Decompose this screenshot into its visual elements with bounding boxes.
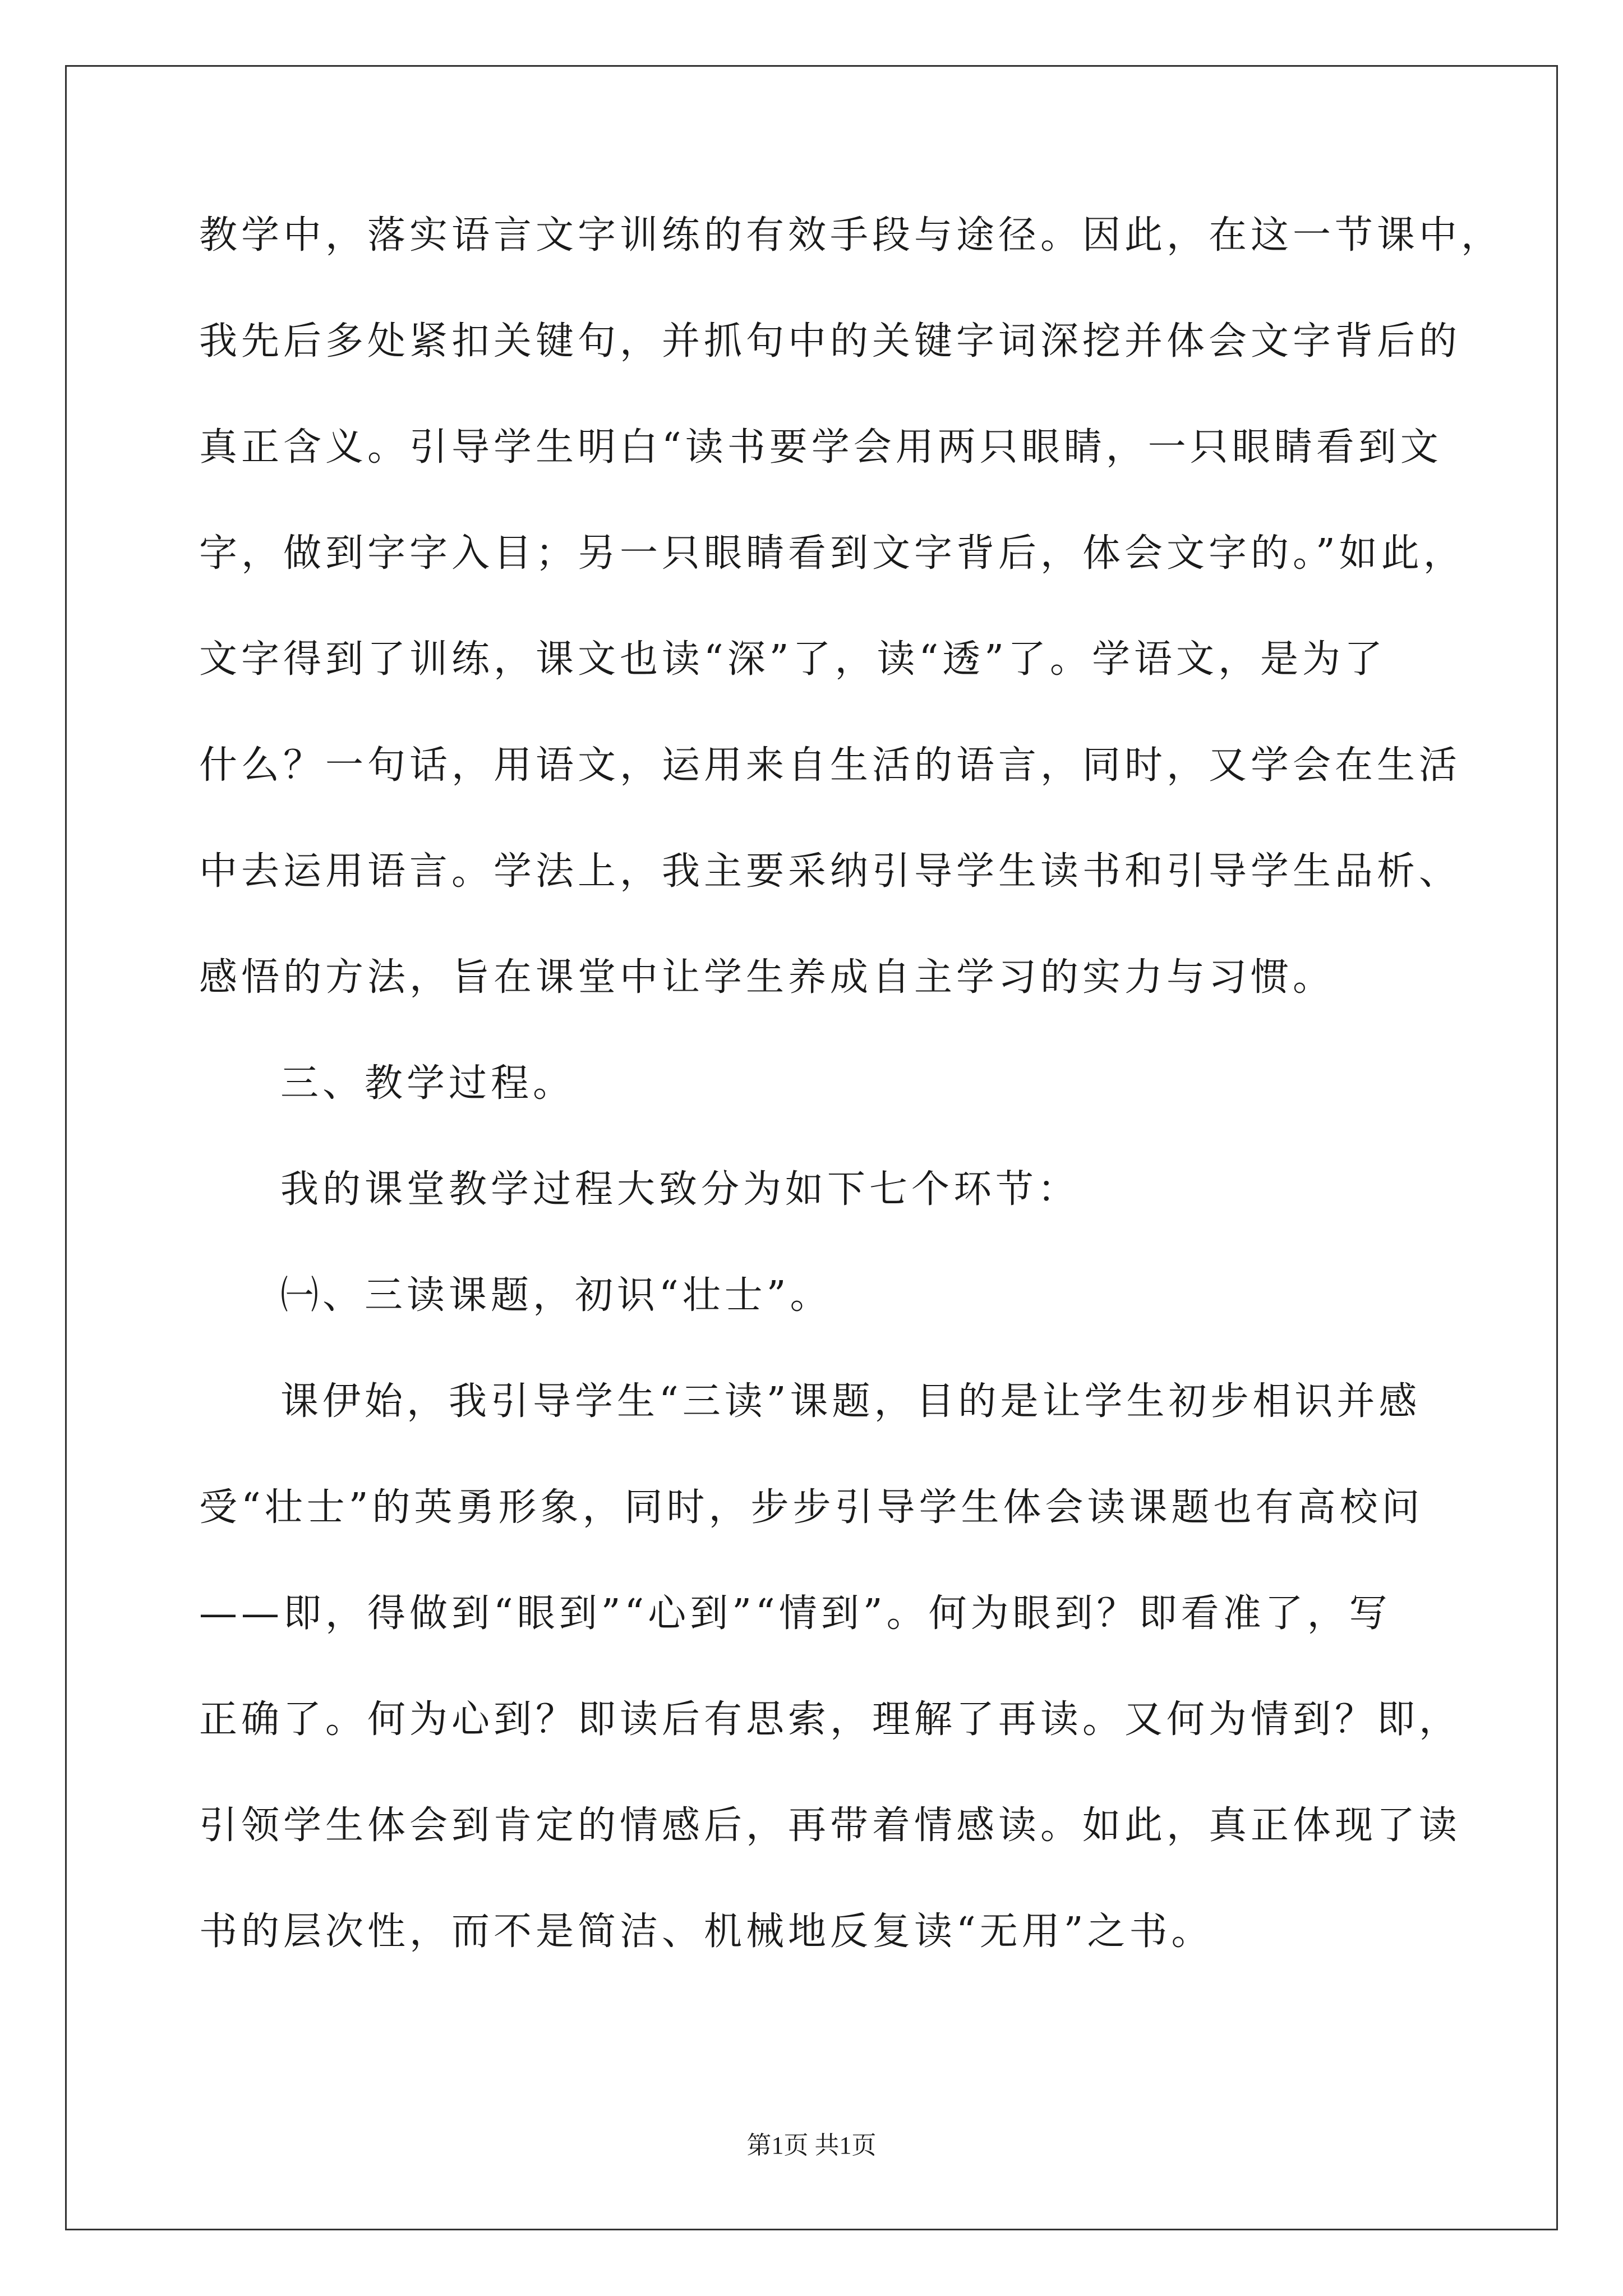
text-line: 书的层次性，而不是简洁、机械地反复读“无用”之书。 <box>199 1910 1214 1954</box>
subsection-heading: ㈠、三读课题，初识“壮士”。 <box>280 1273 832 1318</box>
text-line: 字，做到字字入目；另一只眼睛看到文字背后，体会文字的。”如此， <box>199 531 1465 576</box>
text-line: 我先后多处紧扣关键句，并抓句中的关键字词深挖并体会文字背后的 <box>199 319 1461 364</box>
page-number-footer: 第1页 共1页 <box>746 2132 877 2159</box>
text-line: 真正含义。引导学生明白“读书要学会用两只眼睛，一只眼睛看到文 <box>199 425 1442 470</box>
text-line: 教学中，落实语言文字训练的有效手段与途径。因此，在这一节课中， <box>199 213 1504 257</box>
document-body <box>199 208 1504 2010</box>
text-line: 感悟的方法，旨在课堂中让学生养成自主学习的实力与习惯。 <box>199 955 1335 1000</box>
paragraph-start-line: 课伊始，我引导学生“三读”课题，目的是让学生初步相识并感 <box>280 1379 1421 1424</box>
section-heading: 三、教学过程。 <box>280 1061 575 1106</box>
text-line: 受“壮士”的英勇形象，同时，步步引导学生体会读课题也有高校问 <box>199 1485 1424 1530</box>
text-line: 什么？一句话，用语文，运用来自生活的语言，同时，又学会在生活 <box>199 743 1461 788</box>
paragraph-start-line: 我的课堂教学过程大致分为如下七个环节： <box>280 1167 1080 1212</box>
text-line: ——即，得做到“眼到”“心到”“情到”。何为眼到？即看准了，写 <box>199 1591 1391 1636</box>
text-line: 正确了。何为心到？即读后有思索，理解了再读。又何为情到？即， <box>199 1697 1461 1742</box>
text-line: 引领学生体会到肯定的情感后，再带着情感读。如此，真正体现了读 <box>199 1803 1461 1848</box>
text-line: 文字得到了训练，课文也读“深”了，读“透”了。学语文，是为了 <box>199 637 1387 682</box>
text-line: 中去运用语言。学法上，我主要采纳引导学生读书和引导学生品析、 <box>199 849 1461 894</box>
